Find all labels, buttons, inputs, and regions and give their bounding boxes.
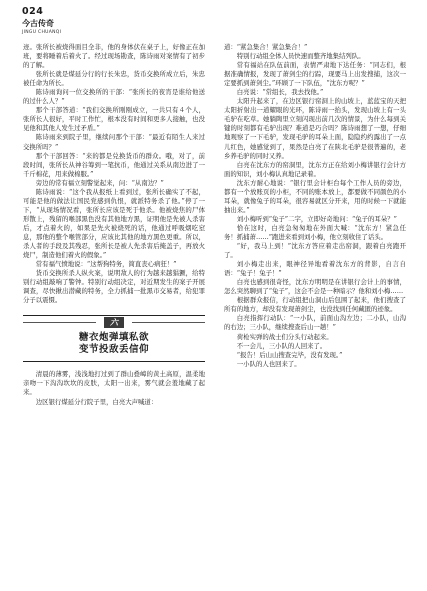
paragraph: 边区银行煤延分行院子里，白亮大声喊道： (35, 397, 158, 406)
paragraph: 白亮也感到很奇怪，沈东方明明是在讲银行会计上的事情，怎么突然聊到了“兔子”，这会不会是一种暗示？他和刘小梅…… (224, 278, 406, 296)
section-title-line2: 变节投敌丢信仰 (78, 344, 149, 356)
paragraph: 那个干部答道：“我们交换所刚刚成立，一共只有４个人，张所长人很好，平时工作忙，根本没有时间和更多人接触，也没见他和其他人发生过矛盾。” (23, 106, 205, 133)
paragraph: 太阳升起来了，在边区银行窑洞上的山坡上，蓝蓝宝的天把太阳折射出一道耀眼的光环，陈诗雨一抬头，发现山坡上有一头毛驴在吃草。她躺陶里立刻闪现出前几次的情景，为什么每到关键的时刻都有毛驴出现？难道是巧合吗？陈诗雨想了一想，仔细地观察了一下毛驴，发现毛驴的耳朵上面，隐隐约约露出了一点儿红色，她感觉到了，果然是白亮了在陕北毛驴是很普遍的，老乡养毛驴的同时又养。 (224, 97, 406, 160)
right-column (224, 43, 406, 369)
paragraph: 白亮说：“常组长，我去找他。” (236, 88, 324, 97)
paragraph: 陈诗雨来到院子里，继续问那个干部：“最近有陌生人来过交换所吗？” (23, 133, 205, 151)
paragraph: 刘小梅走出来，眼神径异地看着沈东方的背影，自言自语：“兔子！兔子！” (224, 260, 406, 278)
paragraph: 不一会儿，三小队的人回来了。 (236, 341, 327, 350)
section-title-line1: 糖衣炮弹填私欲 (78, 332, 149, 344)
paragraph: 常有福站在队伍前面，表情严肃地下达任务：“同志们，根据准确情报，发现了萧剑尘的行踪，现要马上出发搜捕，这次一定要抓到萧剑尘。”环顾了一下队伍，“沈东方呢？” (224, 61, 406, 88)
paragraph: 货币交换所杀人纵火案，说明敌人的行为越来越猖獗，给特别行动组敲响了警钟。特别行动组决定，对近期发生的案子开展调查，尽快揪出潜藏的特务，全力抓捕一批黑市交易者，给犯罪分子以震慑。 (23, 269, 205, 305)
paragraph: 旁边的常有福立刻警觉起来，问：“从南边？” (35, 178, 164, 187)
page-header (22, 6, 61, 35)
paragraph: “报告！后山山搜查完毕，没有发现。” (236, 350, 343, 359)
paragraph: 张所长就是煤延分行的行长朱忠，货币交换所成立后，朱忠被任命为所长。 (23, 70, 205, 88)
paragraph: 沈东方耐心地说：“银行里会计柜台每个工作人员的旁边，都有一个放账页的小柜，不同的账本放上，都要做不同颜色的小耳朵，就像兔子的耳朵，很容易就区分开来，用的时候一下就能抽出来。” (224, 178, 406, 214)
section-number-bar (23, 316, 205, 328)
paragraph: “好，我马上到！”沈东方答应着走出窑洞，跟着白亮跑开了。 (224, 242, 406, 260)
paragraph: 恰在这时，白亮急匆匆地在外面大喊：“沈东方！紧急任务！抓捕萧……”跑进来看到刘小梅，他立刻收住了话头。 (224, 223, 406, 241)
paragraph: 白亮指挥行动队：“一小队，前面山沟左边；二小队，山沟的右边；三小队，继续搜查后山一趟！” (224, 314, 406, 332)
page-number: 024 (22, 6, 44, 17)
paragraph: 白亮在沈东方的窑洞里，沈东方正在给刘小梅讲银行会计方面的知识，刘小梅认真地记录着。 (224, 160, 406, 178)
paragraph: 陈诗雨询问一位交换所的干部：“张所长的夜宵是谁给他送的过什么人？” (23, 88, 205, 106)
section-heading (23, 315, 205, 362)
paragraph: 陈诗雨说：“这个我从报纸上看到过，张所长确实了不起，可能是他的做法让国民党感到仇恨，就派特务杀了他。”停了一下，“从现场情况看，张所长应该是死于他杀。他被烧焦的尸体形散上，残留的喉部黑色没有其他地方黑，证明他是先被人杀害后，才点着火的，如果是先火被烧死的话，他通过呼吸烟吃窒息，那他的整个喉管部分，应该比其他的地方黑色更重。所以，杀人者的手段及其残忍，张所长是被人先杀害后掩盖子，再放火烧尸，制造他们着火的假象。” (23, 187, 205, 260)
paragraph: 刘小梅听到“兔子”二字，立即好奇地问：“兔子的耳朵？” (236, 214, 397, 223)
magazine-title: 今古传奇 (22, 19, 54, 28)
left-column (23, 43, 205, 407)
magazine-title-en: JINGU CHUANQI (22, 30, 62, 35)
section-divider (23, 361, 205, 362)
paragraph: 清晨的薄雾，浅浅地打过到了群山叠嶂的黄土高原，温柔地亲吻一下沟沟坎坎的皮肤，太阳一出来，雾气就会羞地藏了起来。 (23, 370, 205, 397)
paragraph: 那个干部回答：“来的都是兑换货币的群众。哦，对了，前段时间，张所长从神谷筹到一笔抗币，他通过关系从南边进了一千斤棉花，用来做棉服。” (23, 151, 205, 178)
section-number: 六 (104, 317, 124, 328)
paragraph: 荷枪实弹的战士们分头行动起来。 (236, 332, 333, 341)
paragraph: 道：“紧急集合！紧急集合！” (224, 43, 308, 51)
paragraph: 一小队的人也回来了。 (236, 359, 301, 368)
paragraph: 迹。张所长被烧得面目全非，他的身体伏在桌子上，好像正在加班，要将睡着后着火了。经过现场勘查，陈诗雨对案情有了初步的了解。 (23, 43, 205, 70)
paragraph: 根据群众报信，行动组把山洞山后包围了起来，他们搜查了所有的地方，却没有发现萧剑尘，也没找到任何藏匿的迹象。 (224, 296, 406, 314)
paragraph: 特别行动组全体人员快速而整齐地集结列队。 (236, 52, 365, 61)
paragraph: 常有福气愤地说：“这帮狗特务，简直丧心病狂！” (35, 260, 177, 269)
